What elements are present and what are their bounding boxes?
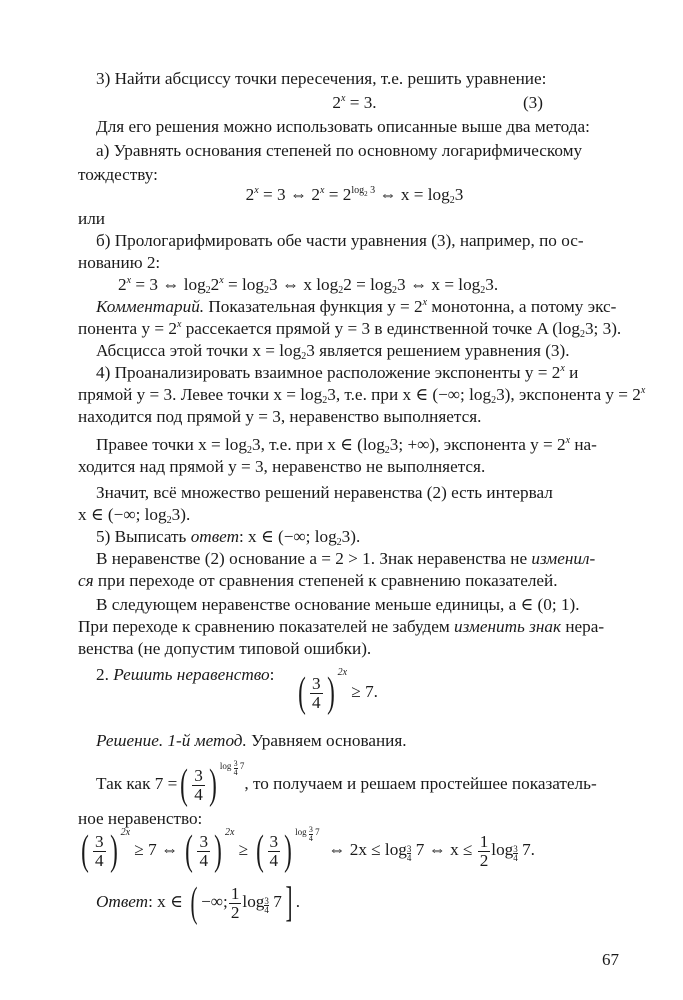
text-line: или [78,209,105,228]
text-line: Правее точки $x = \log_23$, т.е. при x ∈ ($\log_23$; +∞), экспонента $y = 2^x$ на- [96,435,597,456]
step-3-heading: 3) Найти абсциссу точки пересечения, т.е. решить уравнение: [96,69,547,88]
text-line: тождеству: [78,165,158,184]
text-line: находится под прямой y = 3, неравенство выполняется. [78,407,482,426]
solution-heading: Решение. 1-й метод. Уравняем основания. [96,731,407,750]
text-line: а) Уравнять основания степеней по основному логарифмическому [96,141,583,160]
solution-chain: ( $\frac{3}{4}$ ) $^{2x}$ ≥ 7 ⇔ ( $\frac{3}{4}$ ) $^{2x}$ ≥ ( $\frac{3}{4}$ ) $^{log \frac{3}{4} 7}$ ⇔ 2x ≤ log $\frac{3}{4} 7$ ⇔ x ≤ $\frac{1}{2}$ log $\frac{3}{4} 7$. [81,825,535,875]
text-line: В неравенстве (2) основание a = 2 > 1. Знак неравенства не изменил- [96,549,596,568]
equation-3: $2^x = 3$. (3) [332,93,543,112]
text-line: б) Прологарифмировать обе части уравнения (3), например, по ос- [96,231,584,250]
text-line: венства (не допустим типовой ошибки). [78,639,372,658]
comment-line: Комментарий. Показательная функция $y = 2^x$ монотонна, а потому экс- [96,297,617,316]
text-line: прямой y = 3. Левее точки $x = \log_23$, т.е. при x ∈ (−∞; $\log_23$), экспонента $y = 2^x$ [78,385,646,406]
text-line: Для его решения можно использовать описанные выше два метода: [96,117,590,136]
text-line: Так как 7 =( $\frac{3}{4}$ ) $^{log \frac{3}{4} 7}$, то получаем и решаем простейшее показатель- [96,759,597,809]
text-line: Значит, всё множество решений неравенства (2) есть интервал [96,483,553,502]
equation-number: (3) [522,93,543,112]
text-line: понента $y = 2^x$ рассекается прямой y = 3 в единственной точке A ($\log_23$; 3). [78,319,622,340]
answer-line: Ответ: x ∈ ( −∞; $\frac{1}{2}$ log $\frac{3}{4} 7$] . [96,880,301,926]
problem-2-heading: 2. Решить неравенство: [96,665,275,684]
problem-2-inequality: ( $\frac{3}{4}$ ) $^{2x}$ ≥ 7. [298,666,378,716]
text-line: ходится над прямой y = 3, неравенство не выполняется. [78,457,486,476]
step-5-line: 5) Выписать ответ: x ∈ (−∞; $\log_23$). [96,527,361,548]
text-line: ся при переходе от сравнения степеней к сравнению показателей. [78,571,558,590]
text-line: нованию 2: [78,253,161,272]
text-line: Абсцисса этой точки $x = \log_23$ является решением уравнения (3). [96,341,570,362]
step-4-line: 4) Проанализировать взаимное расположение экспоненты $y = 2^x$ и [96,363,579,382]
text-line: При переходе к сравнению показателей не забудем изменить знак нера- [78,617,605,636]
text-line: ное неравенство: [78,809,203,828]
page-number: 67 [602,950,619,969]
equation-method-a: $2^x = 3$ ⇔ $2^x = 2^{log_2 3}$ ⇔ $x = \log_23$ [245,185,464,206]
text-line: x ∈ (−∞; $\log_23$). [78,505,191,526]
text-line: В следующем неравенстве основание меньше единицы, a ∈ (0; 1). [96,595,580,614]
equation-method-b: $2^x = 3$ ⇔ $\log_22^x = \log_23$ ⇔ x $\log_22 = \log_23$ ⇔ $x = \log_23$. [118,275,499,296]
